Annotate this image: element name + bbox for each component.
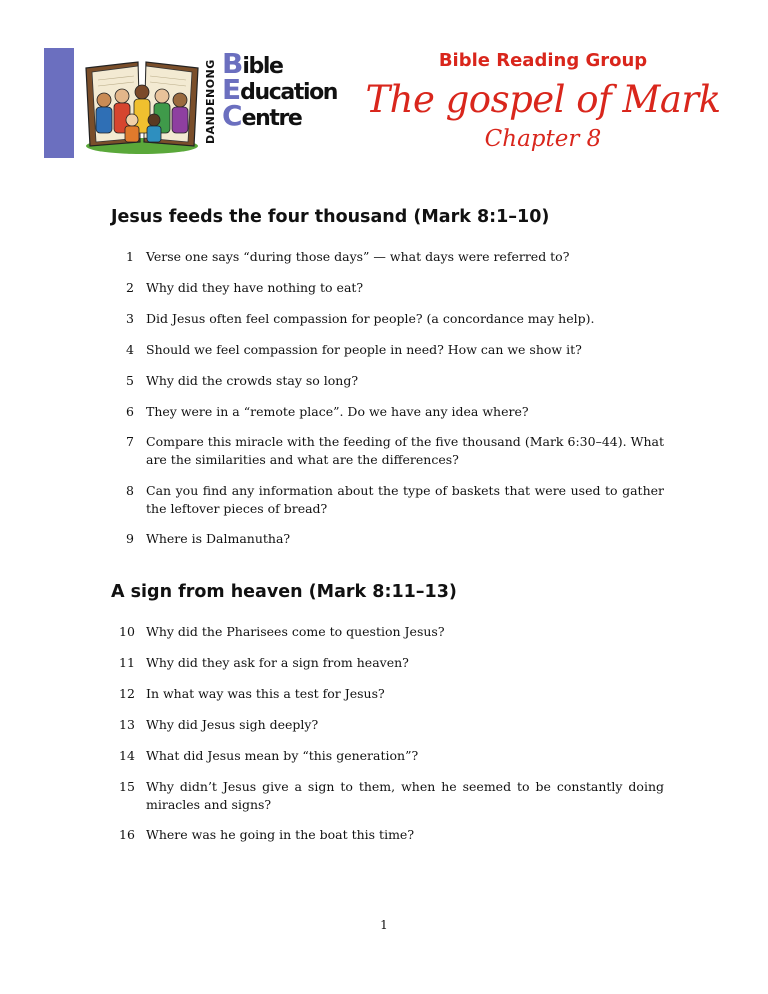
question-text: Why did they have nothing to eat? (146, 280, 364, 295)
question-number: 16 (119, 827, 135, 842)
question-text: Did Jesus often feel compassion for people? (a concordance may help). (146, 311, 595, 326)
question-item (119, 778, 664, 814)
logo-rest-ducation: ducation (240, 80, 338, 105)
chapter-subtitle: Chapter 8 (484, 126, 602, 152)
question-number: 3 (126, 311, 134, 326)
question-number: 6 (126, 404, 134, 419)
question-number: 8 (126, 483, 134, 498)
question-text: Why did the Pharisees come to question Jesus? (146, 624, 445, 639)
question-text: They were in a “remote place”. Do we have any idea where? (146, 404, 529, 419)
question-item (126, 530, 664, 548)
question-text: In what way was this a test for Jesus? (146, 686, 385, 701)
logo-rest-entre: entre (241, 106, 302, 131)
logo-accent-bar (44, 48, 74, 158)
question-number: 15 (119, 779, 135, 794)
question-number: 13 (119, 717, 135, 732)
logo-wordmark (222, 47, 338, 132)
bec-logo (44, 47, 338, 158)
question-number: 5 (126, 373, 134, 388)
logo-cap-b: B (222, 47, 243, 80)
question-text: Where is Dalmanutha? (146, 531, 291, 546)
question-text: Should we feel compassion for people in need? How can we show it? (146, 342, 582, 357)
question-text: Why didn’t Jesus give a sign to them, when he seemed to be constantly doing miracles and signs? (146, 779, 664, 812)
question-text: What did Jesus mean by “this generation”? (146, 748, 419, 763)
question-item (126, 403, 664, 421)
question-text: Verse one says “during those days” — what days were referred to? (146, 249, 570, 264)
question-item (119, 654, 664, 672)
page-number: 1 (380, 918, 388, 932)
question-item (119, 747, 664, 765)
question-text: Why did Jesus sigh deeply? (146, 717, 319, 732)
logo-cap-e: E (222, 73, 241, 106)
question-item (126, 341, 664, 359)
question-text: Why did they ask for a sign from heaven? (146, 655, 409, 670)
section-heading-sign: A sign from heaven (Mark 8:11–13) (111, 582, 457, 602)
brand-title: Bible Reading Group (438, 50, 648, 71)
question-number: 14 (119, 748, 135, 763)
question-number: 9 (126, 531, 134, 546)
question-item (126, 279, 664, 297)
question-item (119, 826, 664, 844)
open-bible-with-people-icon (80, 50, 204, 156)
section-heading-feeding: Jesus feeds the four thousand (Mark 8:1–10) (111, 207, 550, 227)
question-text: Can you find any information about the type of baskets that were used to gather the leftover pieces of bread? (146, 483, 664, 516)
question-text: Compare this miracle with the feeding of the five thousand (Mark 6:30–44). What are the similarities and what are the differences? (146, 434, 664, 467)
question-number: 12 (119, 686, 135, 701)
question-number: 10 (119, 624, 135, 639)
question-text: Why did the crowds stay so long? (146, 373, 359, 388)
question-number: 2 (126, 280, 134, 295)
logo-dandenong-text: DANDENONG (204, 59, 217, 145)
question-item (119, 685, 664, 703)
question-item (119, 623, 664, 641)
page-title: The gospel of Mark (365, 78, 721, 121)
question-number: 4 (126, 342, 134, 357)
question-item (126, 310, 664, 328)
question-text: Where was he going in the boat this time? (146, 827, 415, 842)
question-item (126, 433, 664, 469)
question-number: 11 (119, 655, 135, 670)
question-item (126, 482, 664, 518)
question-item (126, 248, 664, 266)
logo-rest-ible: ible (242, 54, 283, 79)
question-item (126, 372, 664, 390)
question-number: 1 (126, 249, 134, 264)
logo-cap-c: C (222, 99, 242, 132)
question-number: 7 (126, 434, 134, 449)
question-item (119, 716, 664, 734)
